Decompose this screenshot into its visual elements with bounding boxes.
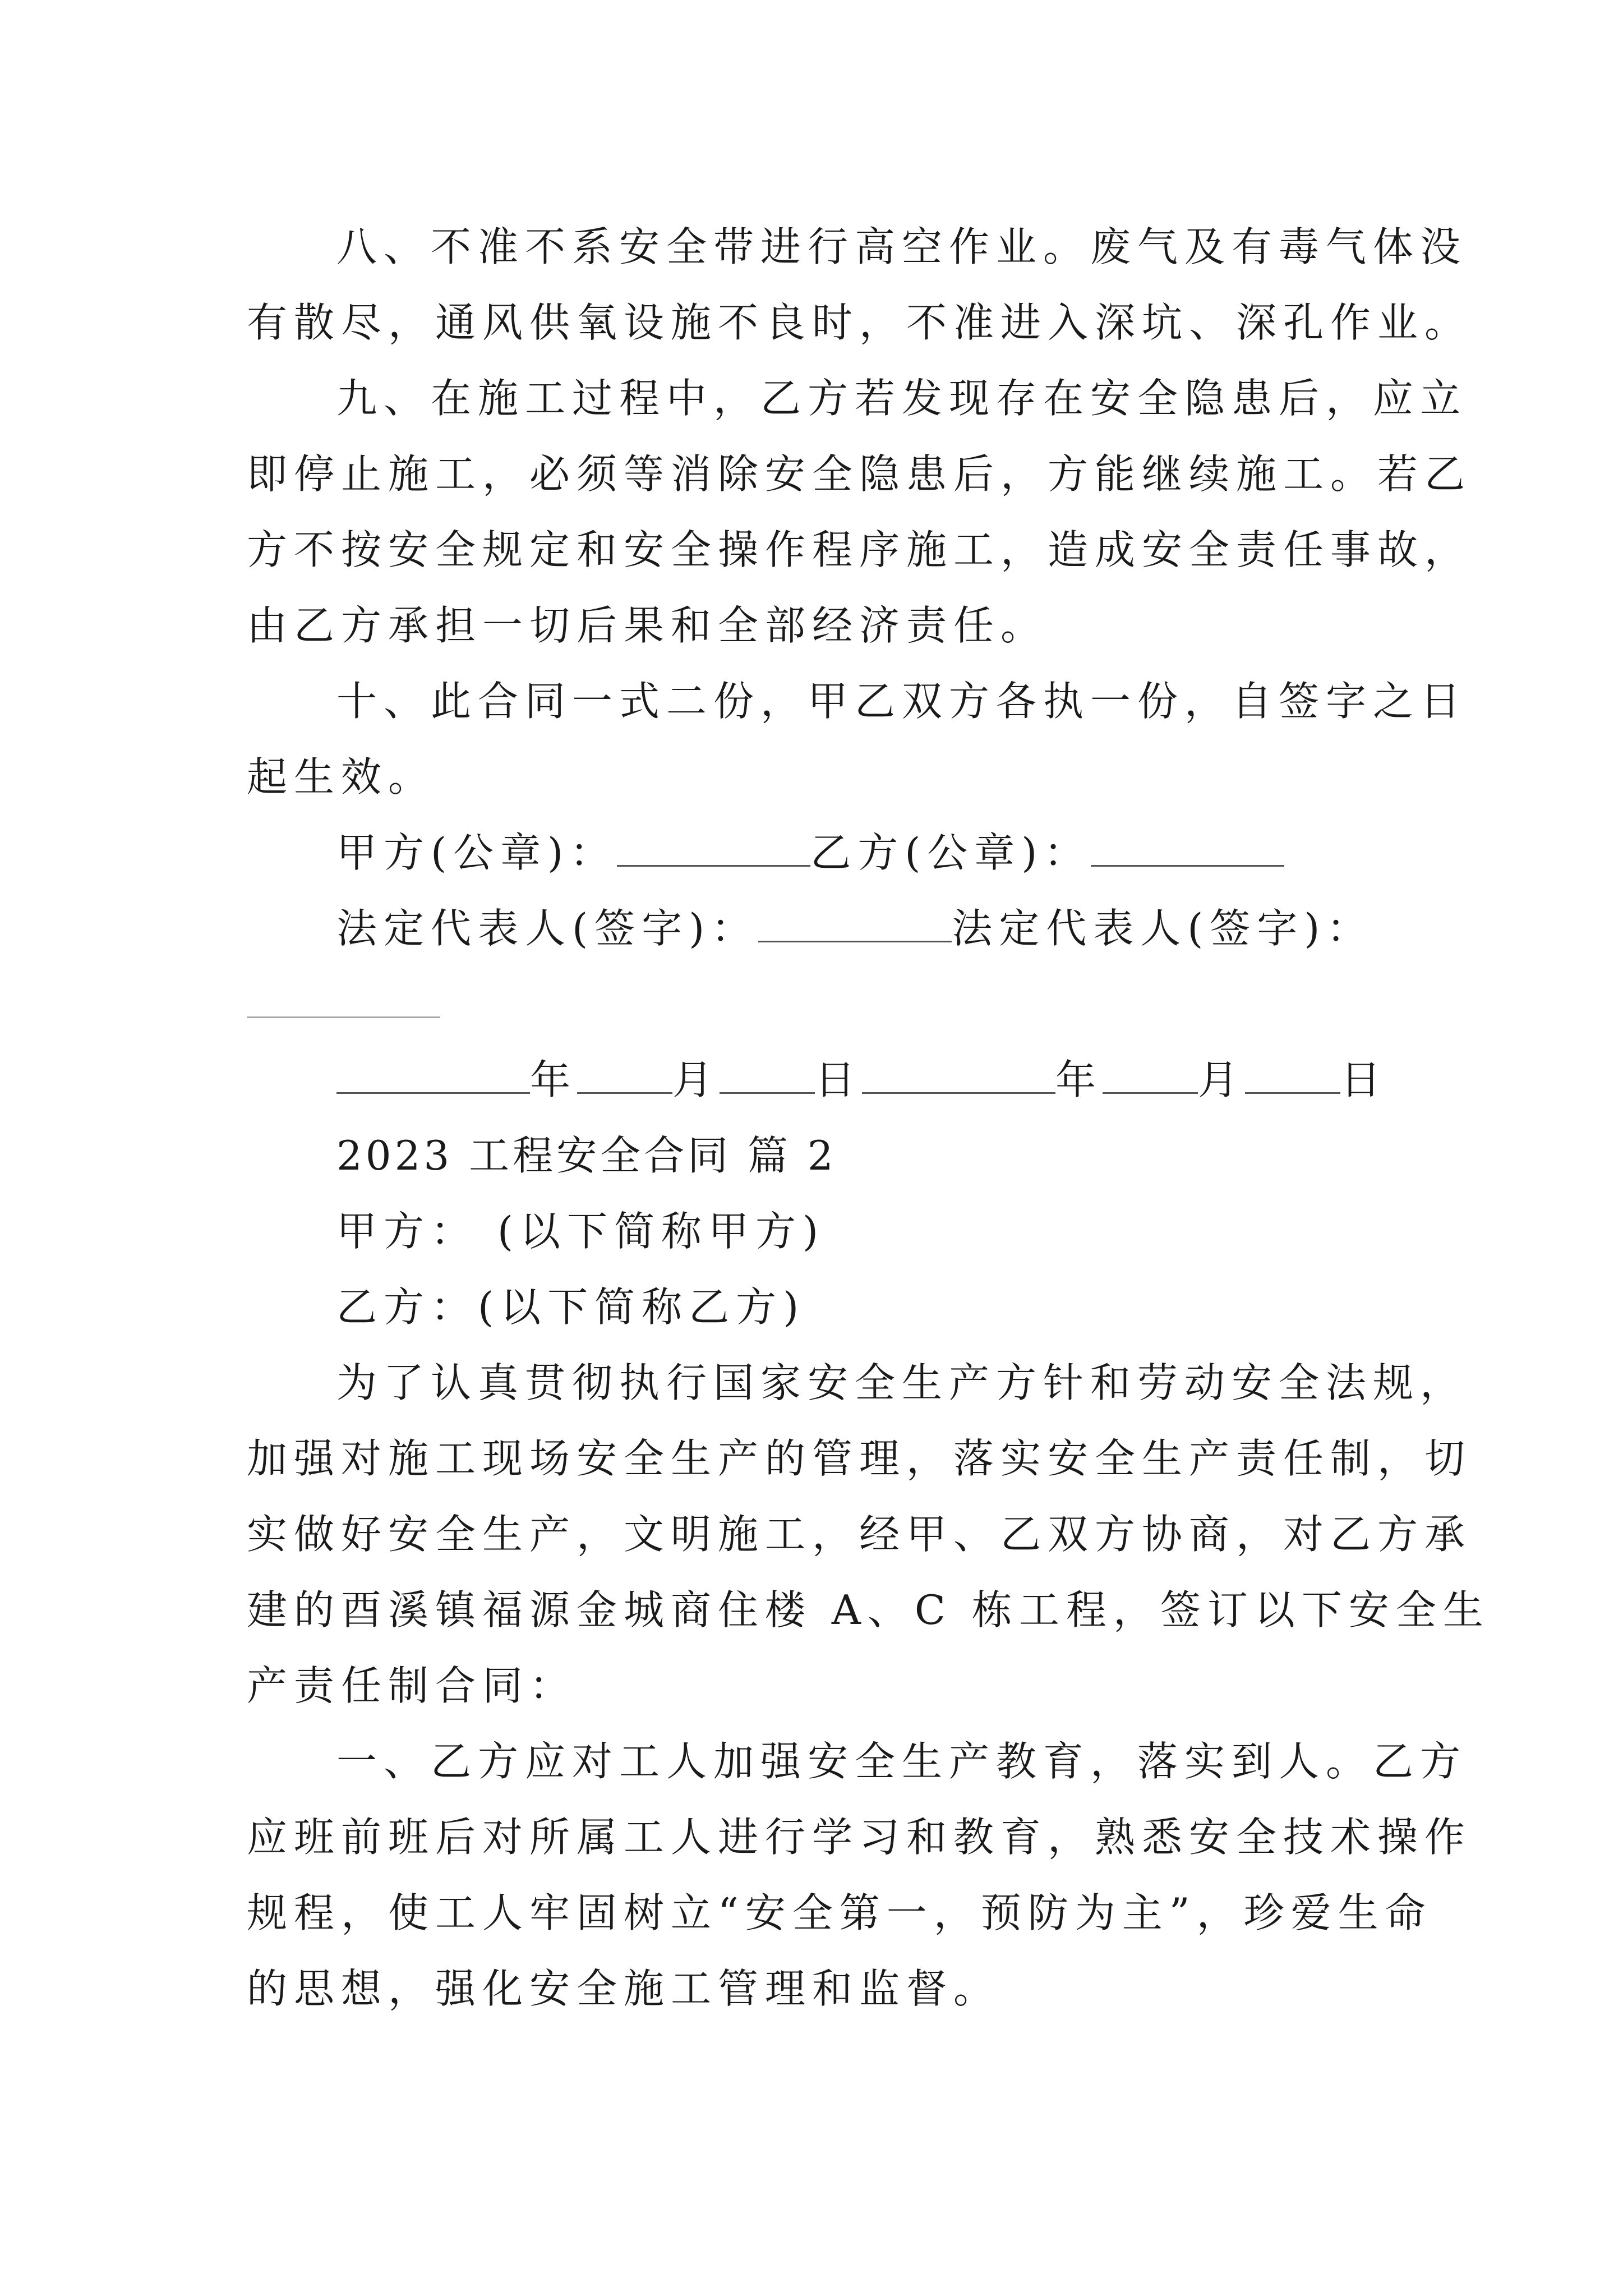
party-a-seal-blank (617, 828, 810, 867)
text-line: 建的酉溪镇福源金城商住楼 A、C 栋工程，签订以下安全生 (247, 1586, 1490, 1634)
year-b-blank (862, 1055, 1055, 1094)
text-line: 起生效。 (247, 753, 436, 800)
year-a-blank (336, 1055, 530, 1094)
section-title: 2023 工程安全合同 篇 2 (336, 1132, 837, 1179)
text-line: 为了认真贯彻执行国家安全生产方针和劳动安全法规， (336, 1359, 1468, 1406)
party-a-rep-label: 法定代表人(签字)： (336, 905, 759, 952)
party-a-seal-label: 甲方(公章)： (336, 829, 617, 876)
month-label: 月 (1198, 1056, 1246, 1103)
text-line: 的思想，强化安全施工管理和监督。 (247, 1965, 1001, 2012)
representative-line (336, 898, 1373, 959)
text-line: 九、在施工过程中，乙方若发现存在安全隐患后，应立 (336, 375, 1468, 422)
month-a-blank (577, 1055, 672, 1094)
text-line: 一、乙方应对工人加强安全生产教育，落实到人。乙方 (336, 1738, 1468, 1785)
month-b-blank (1103, 1055, 1198, 1094)
text-line: 应班前班后对所属工人进行学习和教育，熟悉安全技术操作 (247, 1814, 1472, 1861)
text-line: 十、此合同一式二份，甲乙双方各执一份，自签字之日 (336, 678, 1468, 725)
day-a-blank (720, 1055, 815, 1094)
party-b-seal-label: 乙方(公章)： (810, 829, 1091, 876)
representative-blank-line (247, 973, 440, 1035)
text-line: 实做好安全生产，文明施工，经甲、乙双方协商，对乙方承 (247, 1511, 1472, 1558)
text-line: 有散尽，通风供氧设施不良时，不准进入深坑、深孔作业。 (247, 299, 1472, 346)
party-b-rep-blank (247, 979, 440, 1018)
text-line: 八、不准不系安全带进行高空作业。废气及有毒气体没 (336, 223, 1468, 270)
day-b-blank (1245, 1055, 1340, 1094)
text-line: 加强对施工现场安全生产的管理，落实安全生产责任制，切 (247, 1435, 1472, 1482)
party-b-rep-label: 法定代表人(签字)： (952, 905, 1374, 952)
day-label: 日 (815, 1056, 863, 1103)
party-b-line: 乙方：(以下简称乙方) (336, 1283, 806, 1331)
party-b-seal-blank (1091, 828, 1284, 867)
party-a-line: 甲方： (以下简称甲方) (336, 1208, 826, 1255)
text-line: 即停止施工，必须等消除安全隐患后，方能继续施工。若乙 (247, 450, 1472, 498)
day-label: 日 (1340, 1056, 1388, 1103)
year-label: 年 (1055, 1056, 1103, 1103)
seal-line (336, 822, 1284, 884)
text-line: 规程，使工人牢固树立“安全第一，预防为主”，珍爱生命 (247, 1889, 1432, 1936)
text-line: 由乙方承担一切后果和全部经济责任。 (247, 602, 1048, 649)
party-a-rep-blank (758, 904, 952, 942)
year-label: 年 (530, 1056, 578, 1103)
month-label: 月 (672, 1056, 720, 1103)
text-line: 产责任制合同： (247, 1662, 577, 1709)
text-line: 方不按安全规定和安全操作程序施工，造成安全责任事故， (247, 526, 1472, 573)
date-line (336, 1049, 1387, 1111)
